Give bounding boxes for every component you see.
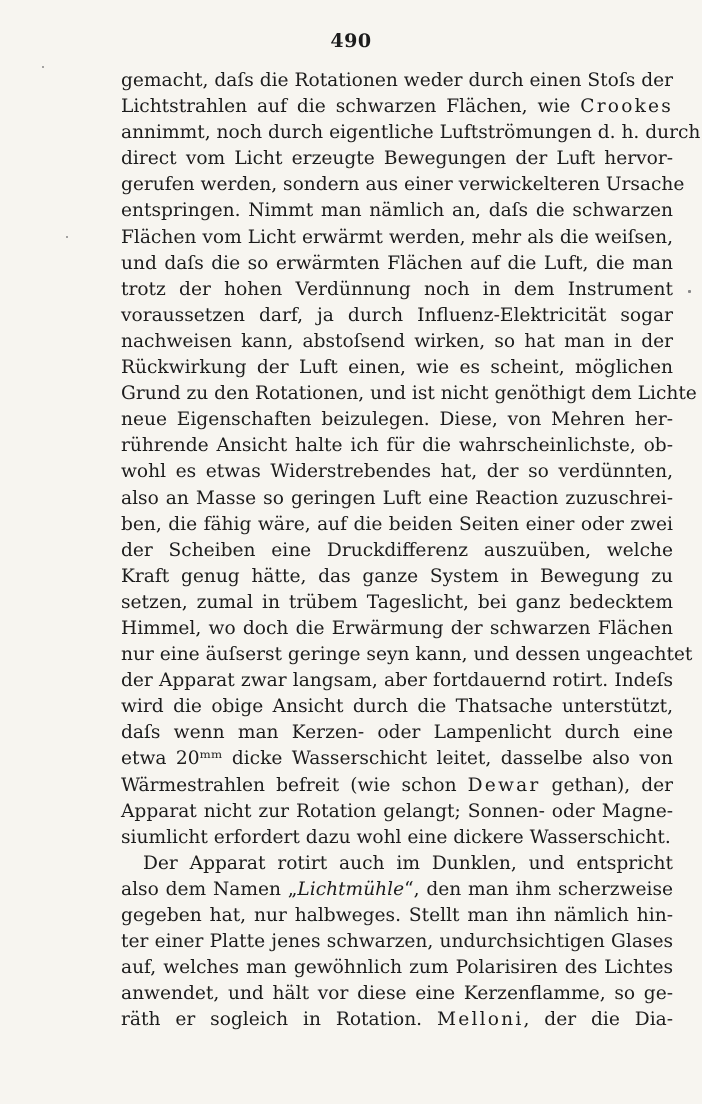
text-run: ben, die fähig wäre, auf die beiden Seiten einer oder zwei	[121, 513, 673, 535]
text-line	[121, 799, 673, 825]
text-line	[121, 616, 673, 642]
spaced-name: Melloni	[437, 1009, 524, 1031]
text-line	[121, 68, 673, 94]
text-run: Grund zu den Rotationen, und ist nicht genöthigt dem Lichte	[121, 383, 697, 405]
text-line	[121, 251, 673, 277]
text-run: wird die obige Ansicht durch die Thatsache unterstützt,	[121, 696, 673, 718]
text-line	[121, 825, 673, 851]
page-number: 490	[330, 30, 372, 52]
text-run: also dem Namen „	[121, 878, 298, 900]
text-run: voraussetzen darf, ja durch Influenz-Elektricität sogar	[121, 304, 673, 326]
text-run: gegeben hat, nur halbweges. Stellt man ihn nämlich hin-	[121, 905, 673, 926]
text-run: nachweisen kann, abstoſsend wirken, so hat man in der	[121, 330, 673, 352]
text-run: trotz der hohen Verdünnung noch in dem Instrument	[121, 278, 673, 300]
margin-speck	[66, 236, 68, 238]
text-run: nur eine äuſserst geringe seyn kann, und dessen ungeachtet	[121, 644, 693, 666]
text-line	[121, 903, 673, 929]
text-run: der Apparat zwar langsam, aber fortdauernd rotirt. Indeſs	[121, 670, 673, 692]
text-line	[121, 642, 693, 668]
margin-speck	[42, 66, 44, 68]
italic-term: Lichtmühle	[297, 878, 405, 900]
text-line	[121, 146, 673, 172]
text-run: , der die Dia-	[523, 1009, 674, 1031]
text-run: setzen, zumal in trübem Tageslicht, bei ganz bedecktem	[121, 591, 673, 613]
text-line	[121, 303, 673, 329]
text-line	[121, 955, 673, 981]
text-line	[121, 981, 673, 1007]
text-run: direct vom Licht erzeugte Bewegungen der Luft hervor-	[121, 148, 673, 170]
text-run: ter einer Platte jenes schwarzen, undurchsichtigen Glases	[121, 931, 673, 953]
text-line	[121, 459, 673, 485]
text-line	[121, 486, 673, 512]
text-run: siumlicht erfordert dazu wohl eine dickere Wasserschicht.	[121, 826, 671, 848]
text-run: Himmel, wo doch die Erwärmung der schwarzen Flächen	[121, 617, 673, 639]
text-line	[121, 564, 673, 590]
text-line	[121, 1007, 673, 1033]
text-line	[121, 198, 673, 224]
spaced-name: Crookes	[580, 96, 673, 118]
text-run: Kraft genug hätte, das ganze System in Bewegung zu	[121, 565, 673, 587]
text-run: räth er sogleich in Rotation.	[121, 1009, 438, 1031]
text-line	[121, 668, 673, 694]
text-line	[121, 120, 701, 146]
text-run: Lichtstrahlen auf die schwarzen Flächen, wie	[121, 96, 581, 118]
text-line	[121, 381, 697, 407]
text-run: etwa 20ᵐᵐ dicke Wasserschicht leitet, dasselbe also von	[121, 748, 673, 770]
text-run: gethan), der	[540, 774, 673, 796]
body-text	[121, 68, 701, 1033]
margin-speck	[688, 290, 691, 293]
text-run: der Scheiben eine Druckdifferenz auszuüben, welche	[121, 539, 673, 561]
text-line	[121, 172, 685, 198]
text-run: “, den man ihm scherzweise	[404, 878, 673, 900]
spaced-name: Dewar	[467, 774, 541, 796]
text-run: annimmt, noch durch eigentliche Luftströmungen d. h. durch	[121, 122, 701, 144]
text-line	[121, 746, 673, 772]
text-line	[121, 538, 673, 564]
text-run: also an Masse so geringen Luft eine Reaction zuzuschrei-	[121, 487, 673, 509]
text-run: daſs wenn man Kerzen- oder Lampenlicht durch eine	[121, 722, 673, 744]
text-run: neue Eigenschaften beizulegen. Diese, von Mehren her-	[121, 409, 673, 431]
text-run: gerufen werden, sondern aus einer verwickelteren Ursache	[121, 174, 685, 196]
text-line	[121, 225, 673, 251]
text-run: Flächen vom Licht erwärmt werden, mehr als die weiſsen,	[121, 226, 673, 248]
text-run: Apparat nicht zur Rotation gelangt; Sonnen- oder Magne-	[121, 800, 673, 822]
text-run: gemacht, daſs die Rotationen weder durch einen Stoſs der	[121, 70, 673, 91]
text-line	[121, 329, 673, 355]
text-line	[121, 694, 673, 720]
text-line	[121, 277, 673, 303]
text-line	[121, 407, 673, 433]
text-run: Der Apparat rotirt auch im Dunklen, und entspricht	[143, 852, 673, 874]
text-run: und daſs die so erwärmten Flächen auf die Luft, die man	[121, 252, 673, 274]
text-run: Wärmestrahlen befreit (wie schon	[121, 774, 468, 796]
text-run: auf, welches man gewöhnlich zum Polarisiren des Lichtes	[121, 957, 673, 979]
text-run: Rückwirkung der Luft einen, wie es scheint, möglichen	[121, 357, 673, 379]
text-run: anwendet, und hält vor diese eine Kerzenflamme, so ge-	[121, 983, 673, 1005]
text-line	[121, 929, 673, 955]
text-line	[121, 512, 673, 538]
text-line	[121, 94, 673, 120]
text-run: wohl es etwas Widerstrebendes hat, der so verdünnten,	[121, 461, 673, 483]
text-line	[121, 773, 673, 799]
text-line	[121, 720, 673, 746]
text-line	[121, 877, 673, 903]
text-line	[121, 355, 673, 381]
text-line	[121, 590, 673, 616]
text-run: rührende Ansicht halte ich für die wahrscheinlichste, ob-	[121, 435, 673, 457]
text-line	[121, 851, 673, 877]
text-line	[121, 433, 673, 459]
text-run: entspringen. Nimmt man nämlich an, daſs die schwarzen	[121, 200, 673, 222]
